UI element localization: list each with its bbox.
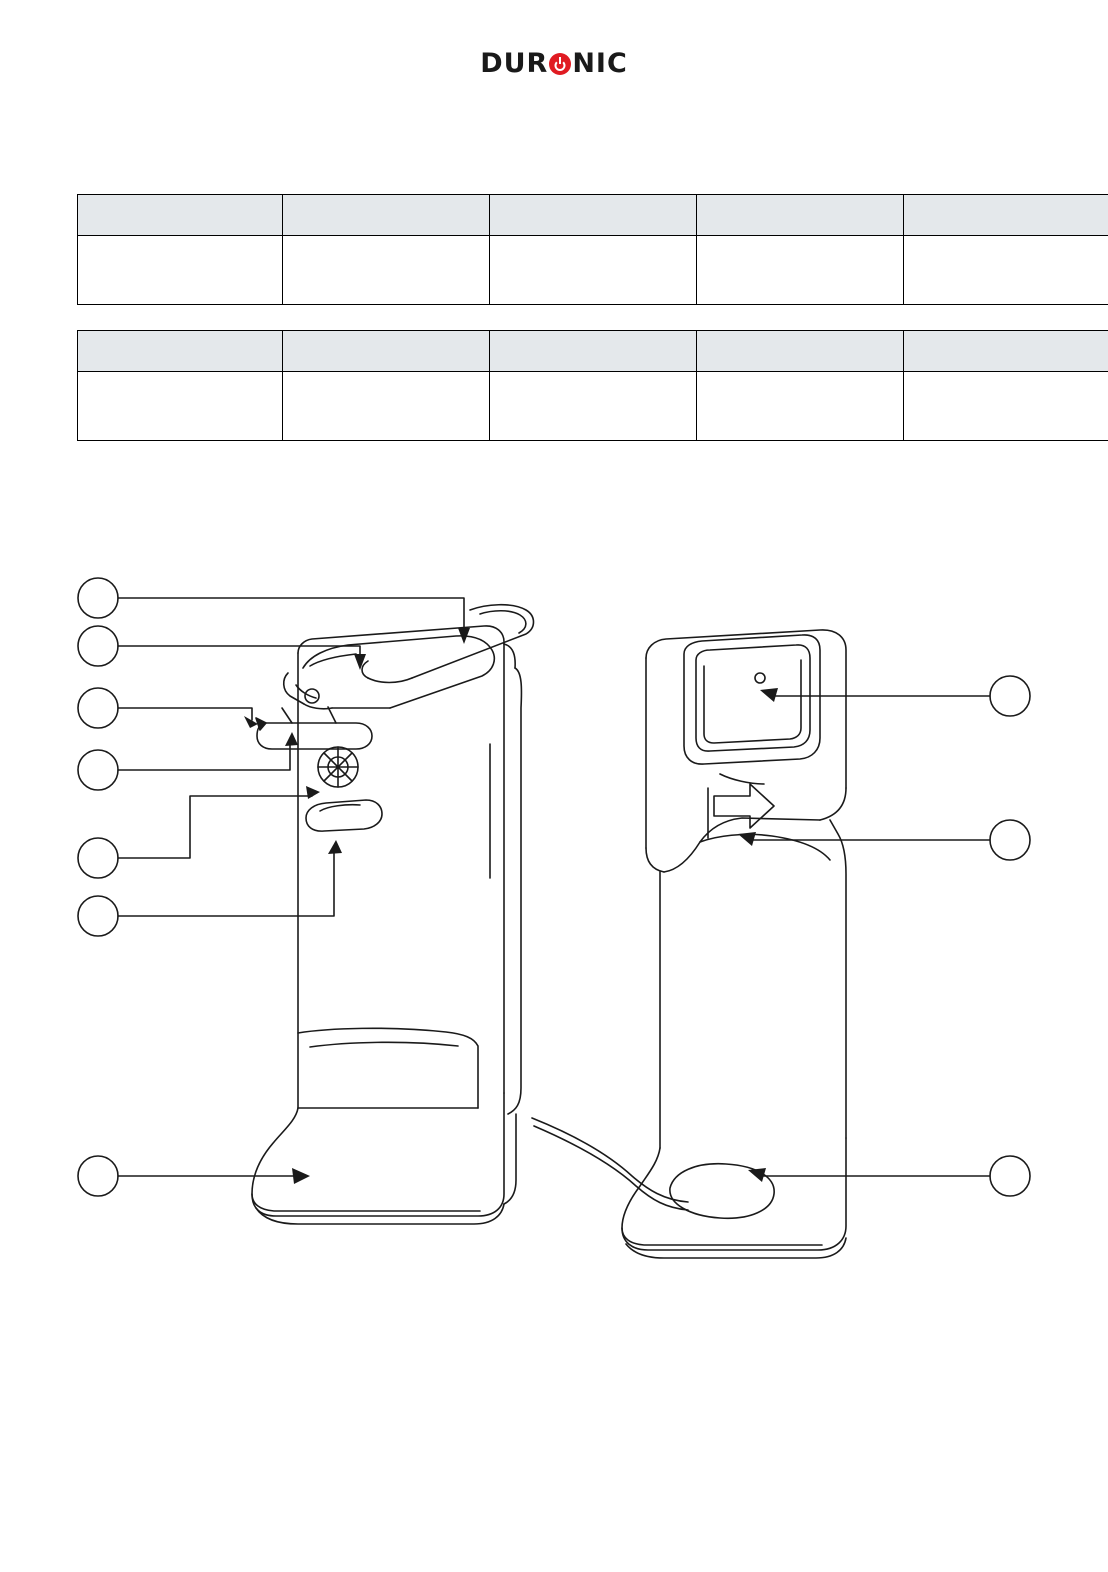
table-cell [78,372,283,441]
table-header-row [78,331,1108,372]
callout-circle-2 [78,626,118,666]
table-row [78,372,1108,441]
callout-circle-5 [78,838,118,878]
table-header-cell [904,331,1108,372]
table-header-row [78,195,1108,236]
table-header-cell [904,195,1108,236]
table-cell [904,372,1108,441]
callout-circle-9 [990,820,1030,860]
table-cell [697,236,904,305]
table-row [78,236,1108,305]
callout-circle-7 [78,1156,118,1196]
power-circle-icon [549,53,571,75]
table-header-cell [697,195,904,236]
callout-circle-10 [990,1156,1030,1196]
table-cell [490,236,697,305]
product-diagram [60,548,1050,1288]
brand-name-part2: NIC [572,48,628,79]
table-cell [283,236,490,305]
can-opener-front-view [252,626,521,1224]
specification-table-bottom [77,330,1108,441]
table-header-cell [490,195,697,236]
specification-table-top [77,194,1108,305]
table-cell [78,236,283,305]
table-header-cell [697,331,904,372]
can-opener-rear-view [532,630,846,1258]
callout-circle-1 [78,578,118,618]
callout-circle-4 [78,750,118,790]
callout-circle-3 [78,688,118,728]
table-header-cell [490,331,697,372]
table-header-cell [78,195,283,236]
table-header-cell [78,331,283,372]
table-cell [904,236,1108,305]
brand-name-part1: DUR [480,48,549,79]
callout-circle-6 [78,896,118,936]
table-header-cell [283,331,490,372]
table-cell [697,372,904,441]
table-header-cell [283,195,490,236]
table-cell [490,372,697,441]
table-cell [283,372,490,441]
right-callouts [738,676,1030,1196]
brand-logo [0,48,1108,79]
left-callouts [78,578,470,1196]
callout-circle-8 [990,676,1030,716]
